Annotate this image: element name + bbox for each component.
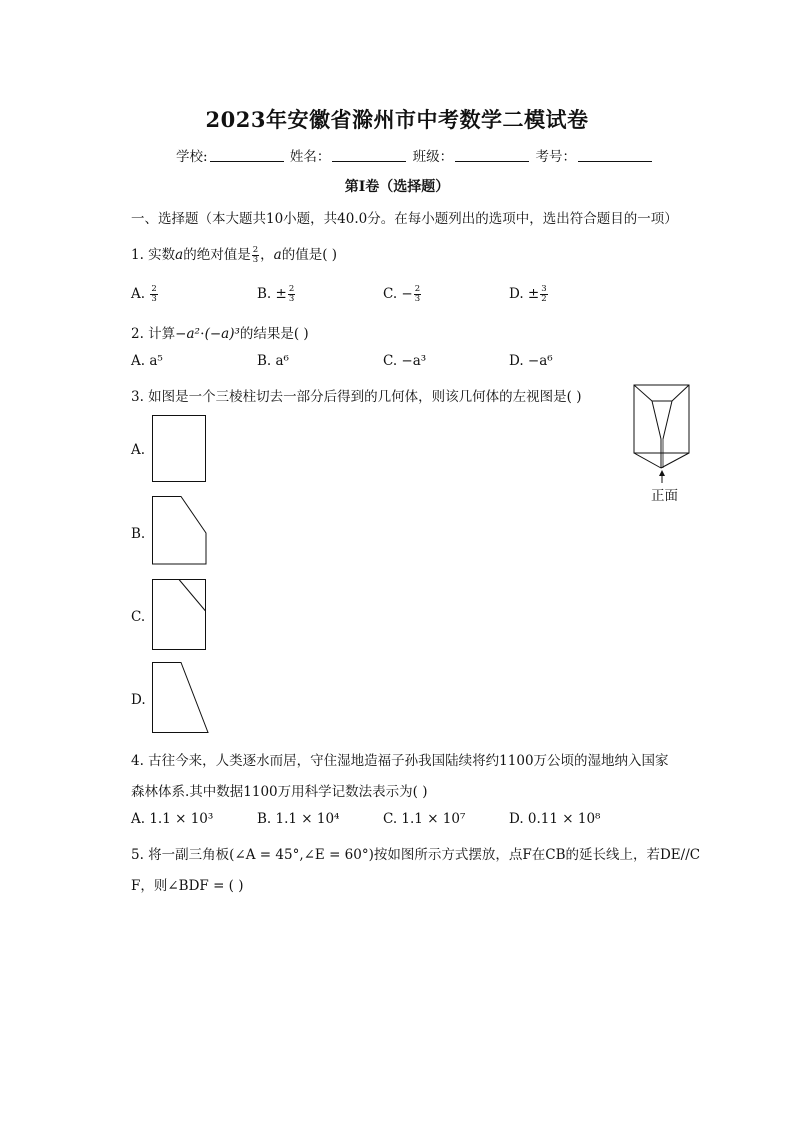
q4-option-c: C. 1.1 × 10⁷: [383, 811, 466, 827]
q2-option-c: C. −a³: [383, 353, 427, 369]
q4-option-a: A. 1.1 × 10³: [131, 811, 214, 827]
question-5-line-1: 5. 将一副三角板(∠A = 45°,∠E = 60°)按如图所示方式摆放，点F在CB的延长线上，若DE//C: [131, 847, 701, 863]
exam-number-blank: [578, 149, 652, 162]
q3-option-c-label: C.: [131, 609, 146, 625]
q1-suffix: 的值是( ): [281, 247, 338, 263]
name-blank: [332, 149, 406, 162]
question-1: [131, 243, 337, 265]
school-label: 学校:: [176, 149, 208, 165]
q3-option-d-label: D.: [131, 692, 146, 708]
q4-option-b: B. 1.1 × 10⁴: [257, 811, 340, 827]
q2-option-b: B. a⁶: [257, 353, 289, 369]
exam-number-label: 考号：: [535, 149, 576, 165]
q1-fraction: $\frac{2}{3}$: [252, 245, 259, 265]
q1-var2: a: [273, 247, 282, 263]
q2-option-a: A. a⁵: [131, 353, 163, 369]
q3-option-b-label: B.: [131, 526, 146, 542]
q2-expression: −a²⋅(−a)³: [175, 326, 240, 342]
q2-option-d: D. −a⁶: [509, 353, 553, 369]
q1-option-c: C. − $\frac{2}{3}$: [383, 284, 421, 304]
class-blank: [455, 149, 529, 162]
part-heading: 一、选择题（本大题共10小题，共40.0分。在每小题列出的选项中，选出符合题目的一项）: [131, 211, 678, 227]
q3-option-c-figure: [152, 579, 208, 651]
q3-option-a-figure: [152, 415, 208, 485]
q1-comma: ，: [260, 247, 274, 263]
class-label: 班级：: [412, 149, 454, 165]
exam-title: 2023年安徽省滁州市中考数学二模试卷: [205, 107, 589, 132]
question-4-line-1: 4. 古往今来，人类逐水而居，守住湿地造福子孙我国陆续将约1100万公顷的湿地纳入国家: [131, 753, 669, 769]
q3-option-b-figure: [152, 496, 208, 568]
q1-option-d: D. ± $\frac{3}{2}$: [509, 284, 547, 304]
school-blank: [210, 149, 284, 162]
q3-option-a-label: A.: [131, 442, 146, 458]
front-view-label: 正面: [651, 488, 678, 503]
question-5-line-2: F，则∠BDF = ( ): [131, 878, 244, 894]
question-4-line-2: 森林体系.其中数据1100万用科学记数法表示为( ): [131, 784, 428, 800]
q1-option-a: A. $\frac{2}{3}$: [131, 284, 157, 304]
q1-prefix: 1. 实数: [131, 247, 176, 263]
q1-mid: 的绝对值是: [183, 247, 251, 263]
q4-option-d: D. 0.11 × 10⁸: [509, 811, 601, 827]
name-label: 姓名：: [289, 149, 331, 165]
q1-option-b: B. ± $\frac{2}{3}$: [257, 284, 295, 304]
student-info-line: [176, 145, 654, 165]
section-title: 第I卷（选择题）: [344, 179, 450, 195]
q1-var: a: [175, 247, 184, 263]
question-2: 2. 计算−a²⋅(−a)³的结果是( ): [131, 326, 309, 342]
question-3: 3. 如图是一个三棱柱切去一部分后得到的几何体，则该几何体的左视图是( ): [131, 389, 582, 405]
q3-option-d-figure: [152, 662, 210, 734]
